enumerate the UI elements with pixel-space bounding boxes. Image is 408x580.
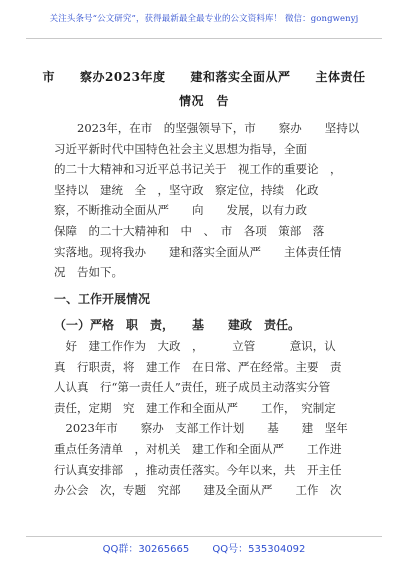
paragraph-line: 保障 的二十大精神和 中 、 市 各项 策部 落	[54, 223, 325, 238]
paragraph-line: 2023年，在市 的坚强领导下，市 察办 坚持以	[54, 121, 360, 135]
paragraph-line: 重点任务清单 ，对机关 建工作和全面从严 工作进	[54, 441, 342, 456]
paragraph-line: 察，不断推动全面从严 向 发展，以有力政	[54, 203, 307, 218]
paragraph-line: 习近平新时代中国特色社会主义思想为指导，全面	[54, 141, 307, 156]
document-title-continued: 情况 告	[178, 94, 229, 108]
section-heading: 一、工作开展情况	[54, 291, 151, 306]
paragraph-line: 坚持以 建统 全 ，坚守政 察定位，持续 化政	[54, 182, 319, 197]
header-banner: 关注头条号“公文研究”，获得最新最全最专业的公文资料库！ 微信：gongwenyj	[49, 14, 359, 24]
footer-divider	[26, 536, 382, 537]
document-title: 市 察办2023年度 建和落实全面从严 主体责任	[42, 70, 366, 84]
paragraph-line: 责任，定期 究 建工作和全面从严 工作， 究制定	[54, 400, 336, 415]
header-divider	[26, 38, 382, 39]
paragraph-line: 况 告如下。	[54, 265, 123, 280]
subsection-heading: （一）严格 职 责， 基 建政 责任。	[54, 318, 301, 333]
paragraph-line: 的二十大精神和习近平总书记关于 视工作的重要论 ，	[54, 162, 342, 177]
paragraph-line: 真 行职责，将 建工作 在日常、严在经常。主要 责	[54, 359, 342, 374]
footer	[0, 540, 408, 555]
qq-group-text: QQ群：30265665	[102, 544, 190, 555]
paragraph-line: 办公会 次，专题 究部 建及全面从严 工作 次	[54, 483, 342, 498]
paragraph-line: 实落地。现将我办 建和落实全面从严 主体责任情	[54, 244, 342, 259]
paragraph-line: 人认真 行“第一责任人”责任，班子成员主动落实分管	[54, 380, 331, 395]
paragraph-line: 行认真安排部 ，推动责任落实。今年以来，共 开主任	[54, 462, 342, 477]
paragraph-line: 好 建工作作为 大政 ， 立管 意识，认	[54, 338, 336, 353]
qq-number-text: QQ号：535304092	[212, 544, 306, 555]
paragraph-line: 2023年市 察办 支部工作计划 基 建 坚年	[54, 421, 348, 436]
document-body	[54, 118, 366, 501]
